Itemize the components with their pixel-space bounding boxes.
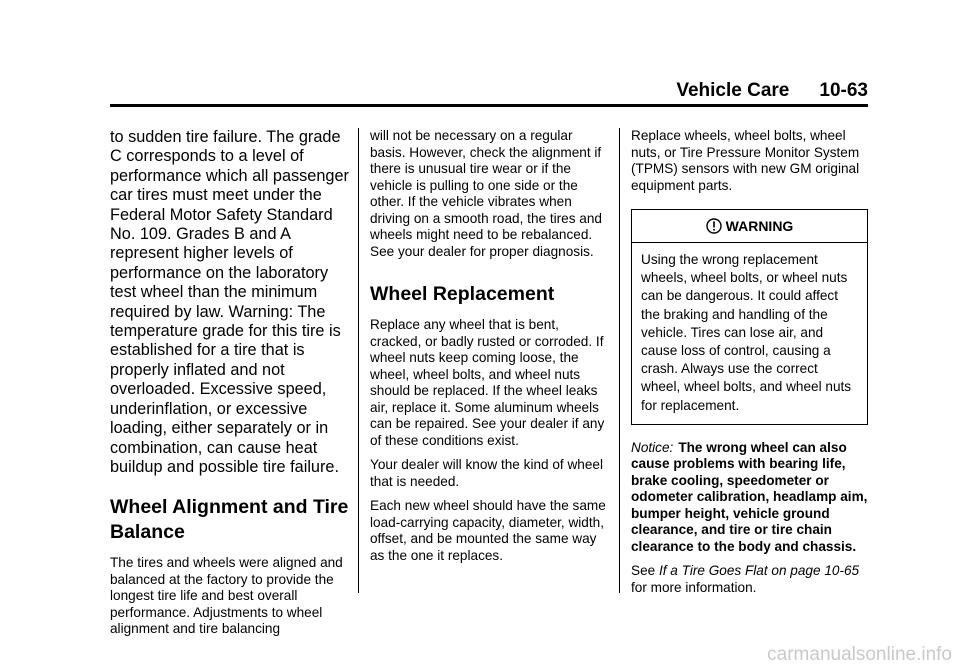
dealer-paragraph: Your dealer will know the kind of wheel that is needed. <box>370 457 603 489</box>
notice-label: Notice: <box>631 439 674 455</box>
wheel-alignment-heading: Wheel Alignment and Tire Balance <box>110 496 349 544</box>
page-number: 10-63 <box>819 80 868 101</box>
wheel-replacement-paragraph: Replace any wheel that is bent, cracked, or badly rusted or corroded. If wheel nuts keep coming loose, the wheel, wheel bolts, and wheel nuts should be replaced. If the wheel leaks air, replace it. Some aluminum wheels can be repaired. See your dealer if any of these conditions exist. <box>370 317 605 448</box>
warning-title: WARNING <box>725 218 794 234</box>
column-divider-2 <box>619 128 620 593</box>
notice-paragraph <box>631 440 868 556</box>
header-rule <box>110 104 868 107</box>
tire-grade-paragraph: to sudden tire failure. The grade C corresponds to a level of performance which all passenger car tires must meet under the Federal Motor Safety Standard No. 109. Grades B and A represent higher levels of performance on the laboratory test wheel than the minimum required by law. Warning: The temperature grade for this tire is established for a tire that is properly inflated and not overloaded. Excessive speed, underinflation, or excessive loading, either separately or in combination, can cause heat buildup and possible tire failure. <box>110 128 349 476</box>
warning-header <box>632 210 867 243</box>
alignment-continued-paragraph: will not be necessary on a regular basis. However, check the alignment if there is unusual tire wear or if the vehicle is pulling to one side or the other. If the vehicle vibrates when driving on a smooth road, the tires and wheels might need to be rebalanced. See your dealer for proper diagnosis. <box>370 128 602 259</box>
wheel-alignment-paragraph: The tires and wheels were aligned and balanced at the factory to provide the longest tire life and best overall performance. Adjustments to wheel alignment and tire balancing <box>110 555 343 637</box>
watermark: carmanualsonline.info <box>767 644 952 665</box>
column-1 <box>110 128 350 638</box>
warning-text: Using the wrong replacement wheels, wheel bolts, or wheel nuts can be dangerous. It could affect the braking and handling of the vehicle. Tires can lose air, and cause loss of control, causing a crash. Always use the correct wheel, wheel bolts, and wheel nuts for replacement. <box>641 252 852 413</box>
warning-icon <box>706 218 722 234</box>
page-header <box>110 80 868 102</box>
new-wheel-paragraph: Each new wheel should have the same load-carrying capacity, diameter, width, offset, and be mounted the same way as the one it replaces. <box>370 498 606 563</box>
see-suffix: for more information. <box>631 579 757 595</box>
cross-reference-link[interactable]: If a Tire Goes Flat on page 10-65 <box>658 563 860 579</box>
column-2 <box>370 128 607 564</box>
notice-text: The wrong wheel can also cause problems with bearing life, brake cooling, speedometer or odometer calibration, headlamp aim, bumper height, vehicle ground clearance, and tire or tire chain clearance to the body and chassis. <box>631 439 868 554</box>
warning-box <box>631 209 868 425</box>
column-divider-1 <box>358 128 359 593</box>
see-reference-paragraph <box>631 563 868 596</box>
column-3 <box>631 128 868 596</box>
wheel-replacement-heading: Wheel Replacement <box>370 283 555 305</box>
see-prefix: See <box>631 563 656 579</box>
section-title: Vehicle Care <box>676 80 790 101</box>
replace-parts-paragraph: Replace wheels, wheel bolts, wheel nuts, or Tire Pressure Monitor System (TPMS) sensors with new GM original equipment parts. <box>631 128 860 193</box>
